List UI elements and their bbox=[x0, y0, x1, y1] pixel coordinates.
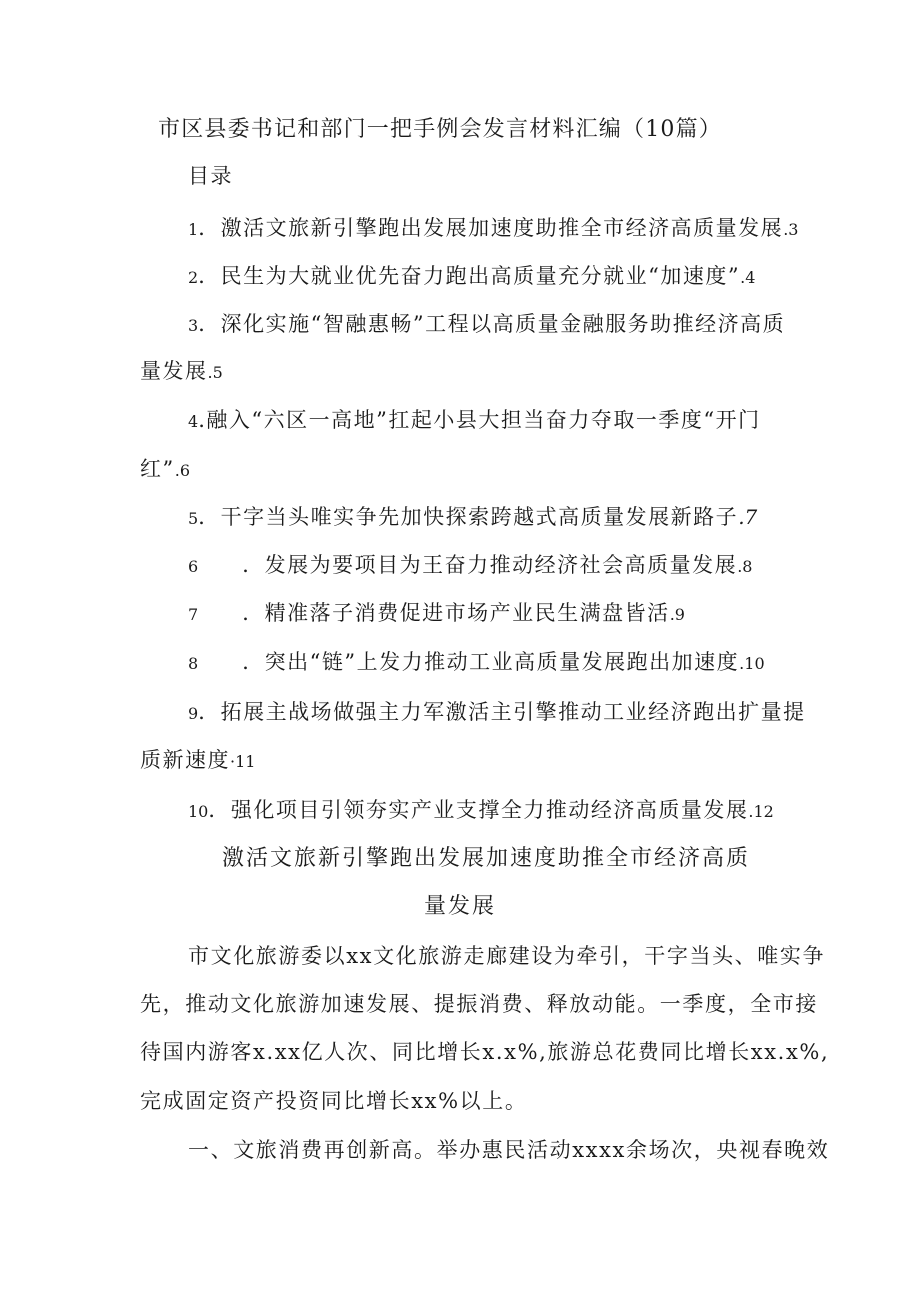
toc-item-text: ．精准落子消费促进市场产业民生满盘皆活 bbox=[242, 601, 670, 625]
toc-item-6 bbox=[188, 551, 752, 581]
toc-item-page: .5 bbox=[207, 363, 223, 382]
toc-item-number: 10 bbox=[188, 802, 209, 821]
toc-item-page: .10 bbox=[739, 654, 765, 673]
section-title-line1: 激活文旅新引擎跑出发展加速度助推全市经济高质 bbox=[222, 846, 751, 871]
toc-item-page: .12 bbox=[748, 802, 774, 821]
paragraph-2-line-1: 一、文旅消费再创新高。举办惠民活动xxxx余场次，央视春晚效 bbox=[188, 1138, 830, 1162]
toc-item-number: 3 bbox=[188, 316, 199, 335]
toc-item-3 bbox=[188, 310, 785, 340]
toc-item-1 bbox=[188, 214, 798, 244]
toc-item-page: .7 bbox=[738, 505, 758, 529]
toc-item-9 bbox=[188, 698, 806, 728]
toc-item-page: ·11 bbox=[230, 752, 256, 771]
toc-item-7 bbox=[188, 599, 685, 629]
toc-item-page: .8 bbox=[737, 557, 753, 576]
toc-item-text: ．突出“链”上发力推动工业高质量发展跑出加速度 bbox=[242, 650, 740, 674]
toc-item-number: 7 bbox=[188, 605, 199, 624]
toc-item-text: ．发展为要项目为王奋力推动经济社会高质量发展 bbox=[242, 553, 738, 577]
toc-item-4-continuation bbox=[140, 455, 190, 485]
toc-item-page: .6 bbox=[174, 461, 191, 480]
toc-item-3-continuation bbox=[140, 357, 223, 387]
toc-item-2 bbox=[188, 262, 755, 292]
toc-item-number: 4 bbox=[188, 412, 199, 431]
toc-item-text: 量发展 bbox=[140, 359, 208, 383]
toc-item-number: 1 bbox=[188, 220, 199, 239]
paragraph-1-line-4: 完成固定资产投资同比增长xx%以上。 bbox=[140, 1089, 528, 1113]
toc-item-text: ．拓展主战场做强主力军激活主引擎推动工业经济跑出扩量提 bbox=[198, 700, 806, 724]
section-title-line2: 量发展 bbox=[424, 894, 497, 919]
toc-item-number: 9 bbox=[188, 704, 199, 723]
toc-item-text: 红” bbox=[140, 457, 175, 481]
toc-heading: 目录 bbox=[188, 164, 233, 188]
toc-item-number: 5 bbox=[188, 509, 199, 528]
paragraph-1-line-3: 待国内游客x.xx亿人次、同比增长x.x%,旅游总花费同比增长xx.x%, bbox=[140, 1040, 830, 1064]
paragraph-1-line-1: 市文化旅游委以xx文化旅游走廊建设为牵引，干字当头、唯实争 bbox=[188, 944, 826, 968]
toc-item-text: ．强化项目引领夯实产业支撑全力推动经济高质量发展 bbox=[208, 798, 749, 822]
toc-item-10 bbox=[188, 796, 774, 826]
toc-item-number: 6 bbox=[188, 557, 199, 576]
toc-item-number: 8 bbox=[188, 654, 199, 673]
toc-item-text: ．干字当头唯实争先加快探索跨越式高质量发展新路子 bbox=[198, 505, 739, 529]
toc-item-4 bbox=[188, 406, 761, 436]
toc-item-text: .融入“六区一高地”扛起小县大担当奋力夺取一季度“开门 bbox=[198, 408, 761, 432]
paragraph-1-line-2: 先，推动文化旅游加速发展、提振消费、释放动能。一季度，全市接 bbox=[140, 992, 818, 1016]
toc-item-page: .4 bbox=[740, 268, 756, 287]
toc-item-page: .9 bbox=[669, 605, 685, 624]
toc-item-page: .3 bbox=[783, 220, 799, 239]
toc-item-text: 质新速度 bbox=[140, 748, 230, 772]
toc-item-number: 2 bbox=[188, 268, 199, 287]
document-title: 市区县委书记和部门一把手例会发言材料汇编（10篇） bbox=[158, 117, 722, 142]
toc-item-text: ．民生为大就业优先奋力跑出高质量充分就业“加速度” bbox=[198, 264, 741, 288]
toc-item-5 bbox=[188, 503, 757, 533]
toc-item-text: ．深化实施“智融惠畅”工程以高质量金融服务助推经济高质 bbox=[198, 312, 786, 336]
toc-item-text: ．激活文旅新引擎跑出发展加速度助推全市经济高质量发展 bbox=[198, 216, 784, 240]
toc-item-9-continuation bbox=[140, 746, 255, 776]
toc-item-8 bbox=[188, 648, 765, 678]
